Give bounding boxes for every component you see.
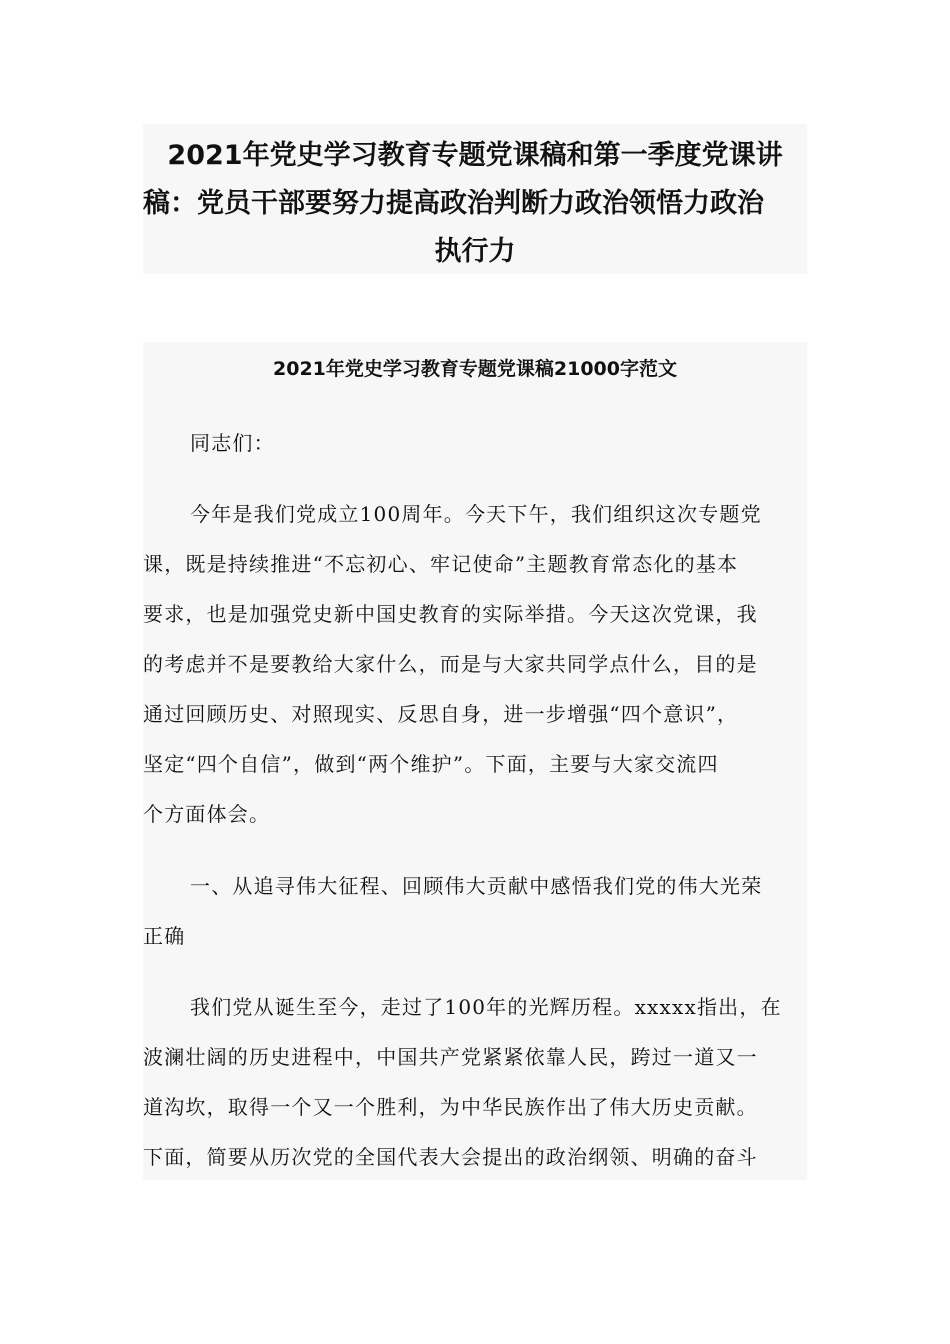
subtitle: 2021年党史学习教育专题党课稿21000字范文 bbox=[273, 358, 677, 380]
paragraph-2-line: 波澜壮阔的历史进程中，中国共产党紧紧依靠人民，跨过一道又一 bbox=[143, 1045, 758, 1069]
title-line-1: 2021年党史学习教育专题党课稿和第一季度党课讲 bbox=[167, 140, 783, 171]
document-body bbox=[143, 342, 807, 1180]
paragraph-1-line: 要求，也是加强党史新中国史教育的实际举措。今天这次党课，我 bbox=[143, 602, 758, 626]
paragraph-1-line: 今年是我们党成立100周年。今天下午，我们组织这次专题党 bbox=[190, 502, 762, 526]
title-line-2: 稿：党员干部要努力提高政治判断力政治领悟力政治 bbox=[143, 188, 764, 219]
paragraph-2-line: 我们党从诞生至今，走过了100年的光辉历程。xxxxx指出，在 bbox=[190, 995, 782, 1019]
paragraph-1-line: 课，既是持续推进“不忘初心、牢记使命”主题教育常态化的基本 bbox=[143, 552, 739, 576]
paragraph-2-line: 道沟坎，取得一个又一个胜利，为中华民族作出了伟大历史贡献。 bbox=[143, 1095, 758, 1119]
paragraph-1-line: 通过回顾历史、对照现实、反思自身，进一步增强“四个意识”， bbox=[143, 702, 739, 726]
document-title bbox=[143, 124, 807, 274]
section-heading-line: 正确 bbox=[143, 924, 186, 948]
paragraph-1-line: 个方面体会。 bbox=[143, 802, 271, 826]
paragraph-1-line: 的考虑并不是要教给大家什么，而是与大家共同学点什么，目的是 bbox=[143, 652, 758, 676]
greeting: 同志们： bbox=[190, 431, 275, 455]
paragraph-1-line: 坚定“四个自信”，做到“两个维护”。下面，主要与大家交流四 bbox=[143, 752, 719, 776]
paragraph-2-line: 下面，简要从历次党的全国代表大会提出的政治纲领、明确的奋斗 bbox=[143, 1145, 758, 1169]
title-line-3: 执行力 bbox=[434, 236, 516, 267]
section-heading-line: 一、从追寻伟大征程、回顾伟大贡献中感悟我们党的伟大光荣 bbox=[190, 874, 763, 898]
